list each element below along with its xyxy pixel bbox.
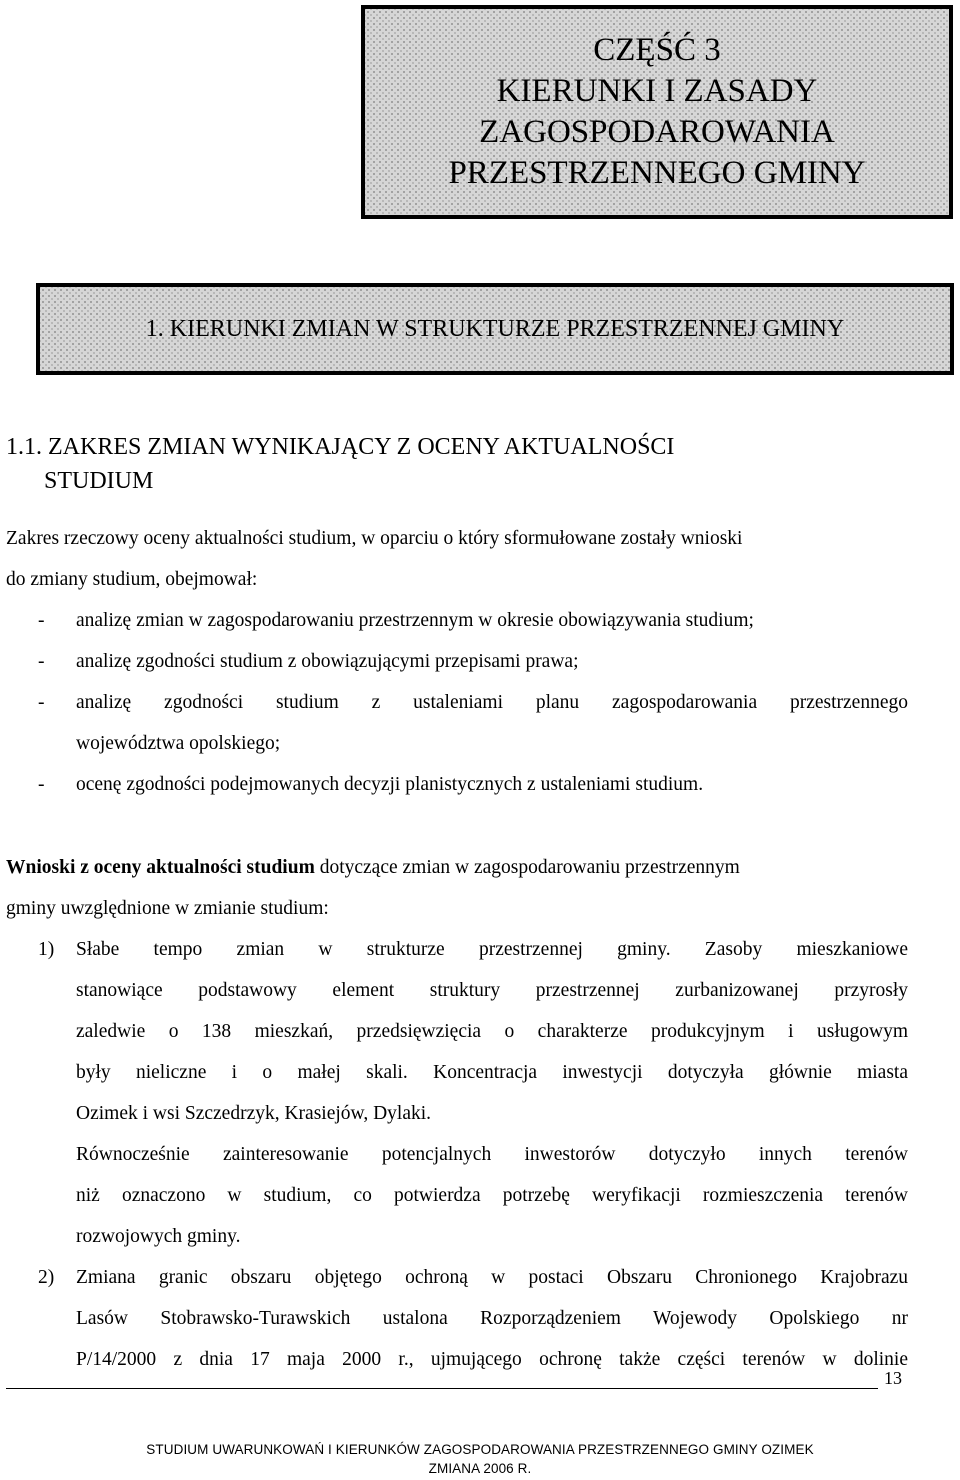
bullet-dash-3: - (38, 692, 45, 713)
intro-line-1: Zakres rzeczowy oceny aktualności studium, w oparciu o który sformułowane zostały wnioski (6, 528, 743, 549)
bullet-4: ocenę zgodności podejmowanych decyzji planistycznych z ustaleniami studium. (76, 774, 704, 795)
section-heading: 1. KIERUNKI ZMIAN W STRUKTURZE PRZESTRZENNEJ GMINY (145, 315, 845, 342)
subsection-heading-line-2: STUDIUM (44, 468, 154, 494)
item-2-line-2: Lasów Stobrawsko-Turawskich ustalona Rozporządzeniem Wojewody Opolskiego nr (76, 1308, 908, 1329)
chapter-title-line-3: ZAGOSPODAROWANIA (479, 114, 835, 150)
section-heading-box (36, 283, 954, 375)
conclusions-line-2: gminy uwzględnione w zmianie studium: (6, 898, 329, 919)
item-1-line-2: stanowiące podstawowy element struktury przestrzennej zurbanizowanej przyrosły (76, 980, 908, 1001)
page-number-rule (6, 1388, 878, 1389)
footer-line-2: ZMIANA 2006 R. (428, 1461, 532, 1476)
subsection-heading (6, 430, 674, 498)
item-2-line-3: P/14/2000 z dnia 17 maja 2000 r., ujmującego ochronę także części terenów w dolinie (76, 1349, 908, 1370)
item-1-para-2-line-1: Równocześnie zainteresowanie potencjalnych inwestorów dotyczyło innych terenów (76, 1144, 908, 1165)
bullet-dash-4: - (38, 774, 45, 795)
subsection-heading-line-1: 1.1. ZAKRES ZMIAN WYNIKAJĄCY Z OCENY AKTUALNOŚCI (6, 434, 675, 460)
page-number: 13 (884, 1368, 902, 1388)
bullet-1: analizę zmian w zagospodarowaniu przestrzennym w okresie obowiązywania studium; (76, 610, 754, 631)
item-1-line-5: Ozimek i wsi Szczedrzyk, Krasiejów, Dylaki. (76, 1103, 432, 1124)
conclusions-line-1 (6, 856, 740, 880)
conclusions-rest: dotyczące zmian w zagospodarowaniu przestrzennym (314, 857, 740, 878)
bullet-dash-1: - (38, 610, 45, 631)
item-1-line-1: Słabe tempo zmian w strukturze przestrzennej gminy. Zasoby mieszkaniowe (76, 939, 908, 960)
item-2-number: 2) (38, 1267, 55, 1288)
item-2-line-1: Zmiana granic obszaru objętego ochroną w postaci Obszaru Chronionego Krajobrazu (76, 1267, 908, 1288)
chapter-title-line-4: PRZESTRZENNEGO GMINY (448, 155, 866, 191)
item-1-line-4: były nieliczne i o małej skali. Koncentracja inwestycji dotyczyła głównie miasta (76, 1062, 908, 1083)
item-1-number: 1) (38, 939, 55, 960)
chapter-title-line-1: CZĘŚĆ 3 (593, 32, 721, 68)
chapter-title-line-2: KIERUNKI I ZASADY (496, 73, 818, 109)
footer-line-1: STUDIUM UWARUNKOWAŃ I KIERUNKÓW ZAGOSPODAROWANIA PRZESTRZENNEGO GMINY OZIMEK (146, 1442, 814, 1457)
item-1-line-3: zaledwie o 138 mieszkań, przedsięwzięcia o charakterze produkcyjnym i usługowym (76, 1021, 908, 1042)
intro-line-2: do zmiany studium, obejmował: (6, 569, 258, 590)
item-1-para-2-line-2: niż oznaczono w studium, co potwierdza potrzebę weryfikacji rozmieszczenia terenów (76, 1185, 908, 1206)
bullet-dash-2: - (38, 651, 45, 672)
chapter-title-box (361, 5, 953, 219)
conclusions-bold: Wnioski z oceny aktualności studium (6, 857, 315, 878)
bullet-3-line-1: analizę zgodności studium z ustaleniami planu zagospodarowania przestrzennego (76, 692, 908, 713)
bullet-2: analizę zgodności studium z obowiązującymi przepisami prawa; (76, 651, 579, 672)
item-1-para-2-line-3: rozwojowych gminy. (76, 1226, 241, 1247)
bullet-3-line-2: województwa opolskiego; (76, 733, 281, 754)
